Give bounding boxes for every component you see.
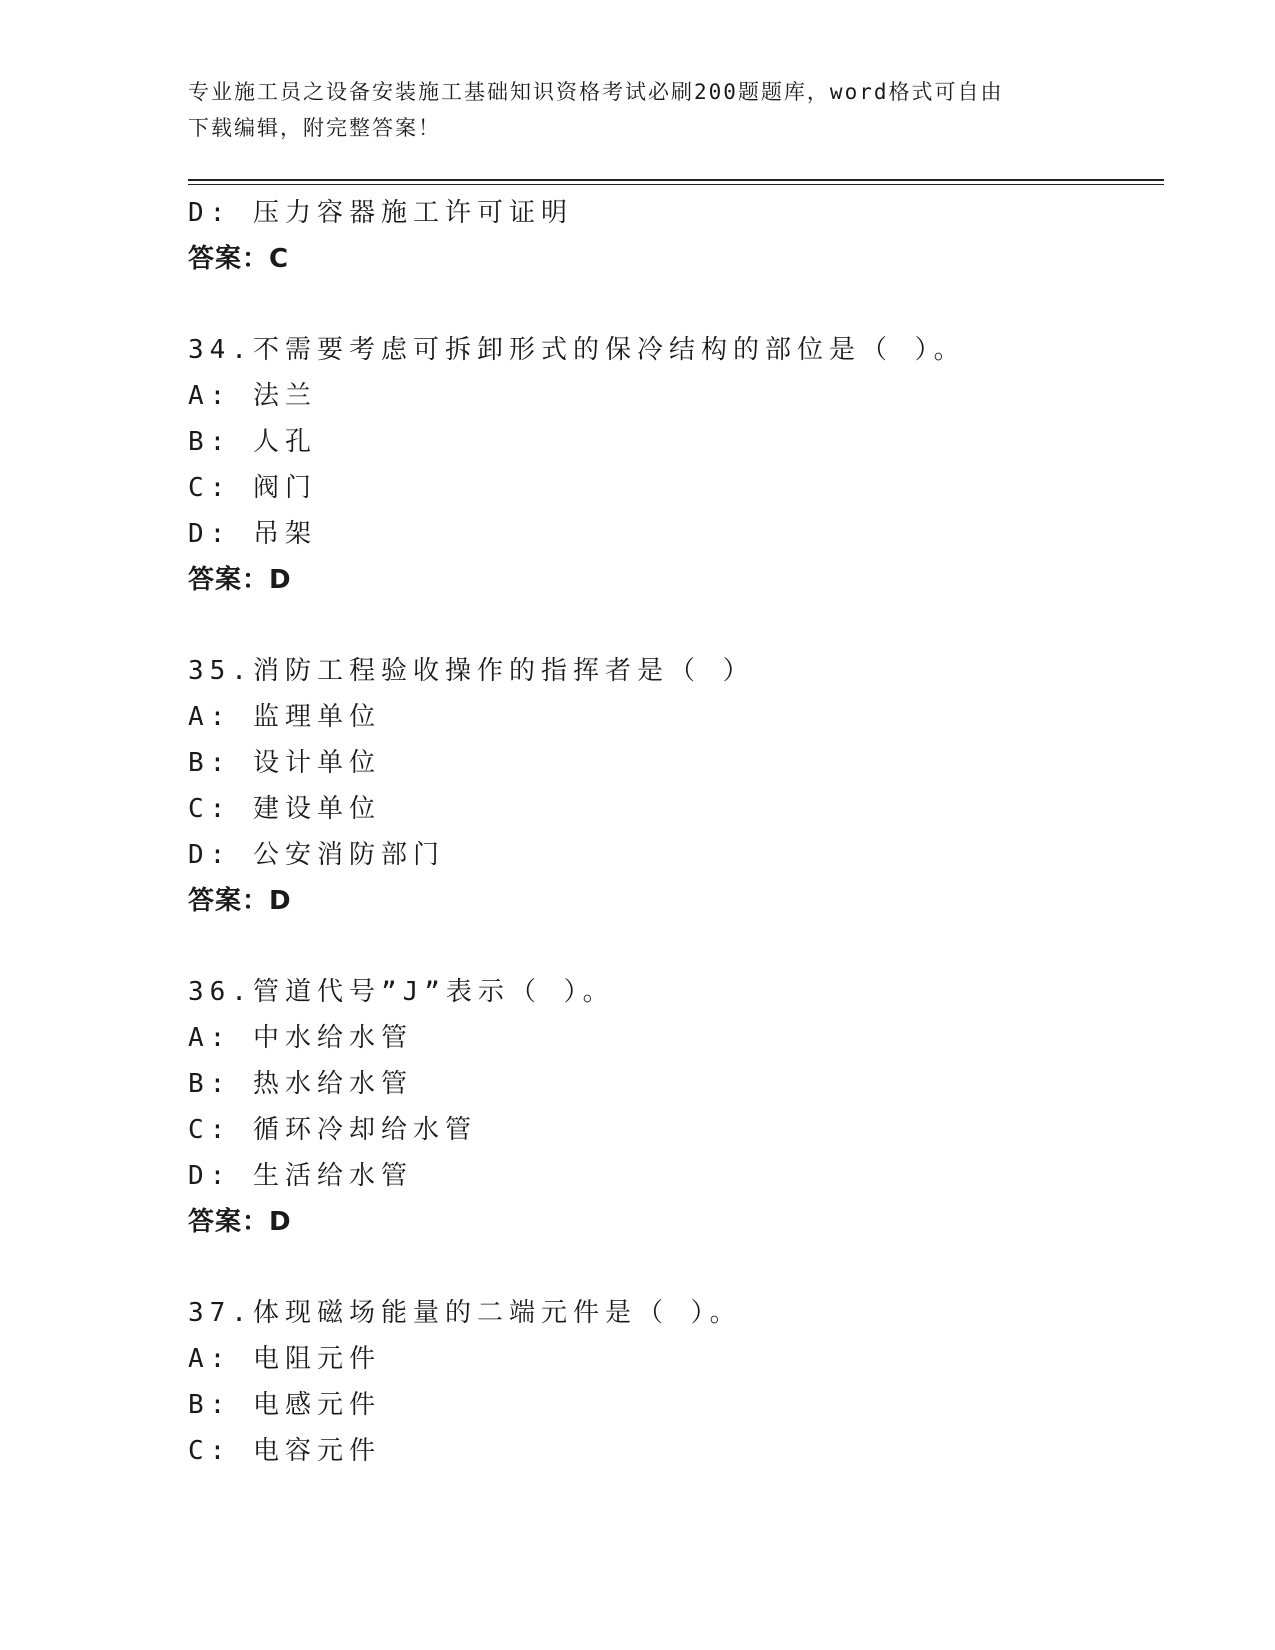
answer-line: 答案：C: [188, 244, 290, 274]
option-a: A: 中水给水管: [188, 1023, 413, 1053]
question-35: [188, 648, 1164, 924]
option-d: D: 压力容器施工许可证明: [188, 198, 573, 228]
option-b: B: 热水给水管: [188, 1069, 413, 1099]
option-b: B: 电感元件: [188, 1390, 381, 1420]
option-c: C: 阀门: [188, 473, 317, 503]
question-34: [188, 327, 1164, 603]
question-stem: 34.不需要考虑可拆卸形式的保冷结构的部位是（ ）。: [188, 335, 966, 365]
question-stem: 36.管道代号”J”表示（ ）。: [188, 977, 615, 1007]
option-b: B: 设计单位: [188, 748, 381, 778]
option-c: C: 循环冷却给水管: [188, 1115, 477, 1145]
option-a: A: 法兰: [188, 381, 317, 411]
answer-line: 答案：D: [188, 886, 292, 916]
question-list: [188, 190, 1164, 1474]
option-b: B: 人孔: [188, 427, 317, 457]
header-divider-thick: [188, 179, 1164, 181]
header-line-1: 专业施工员之设备安装施工基础知识资格考试必刷200题题库，word格式可自由: [188, 80, 1004, 104]
question-37: [188, 1290, 1164, 1474]
option-d: D: 吊架: [188, 519, 317, 549]
option-d: D: 生活给水管: [188, 1161, 413, 1191]
question-36: [188, 969, 1164, 1245]
option-c: C: 电容元件: [188, 1436, 381, 1466]
question-stem: 35.消防工程验收操作的指挥者是（ ）: [188, 656, 755, 686]
header-line-2: 下载编辑，附完整答案！: [188, 116, 441, 140]
question-stem: 37.体现磁场能量的二端元件是（ ）。: [188, 1298, 742, 1328]
option-a: A: 电阻元件: [188, 1344, 381, 1374]
document-header: [188, 74, 1068, 146]
answer-line: 答案：D: [188, 565, 292, 595]
answer-line: 答案：D: [188, 1207, 292, 1237]
header-divider-thin: [188, 184, 1164, 185]
previous-question-tail: [188, 190, 1164, 282]
option-a: A: 监理单位: [188, 702, 381, 732]
option-c: C: 建设单位: [188, 794, 381, 824]
option-d: D: 公安消防部门: [188, 840, 445, 870]
